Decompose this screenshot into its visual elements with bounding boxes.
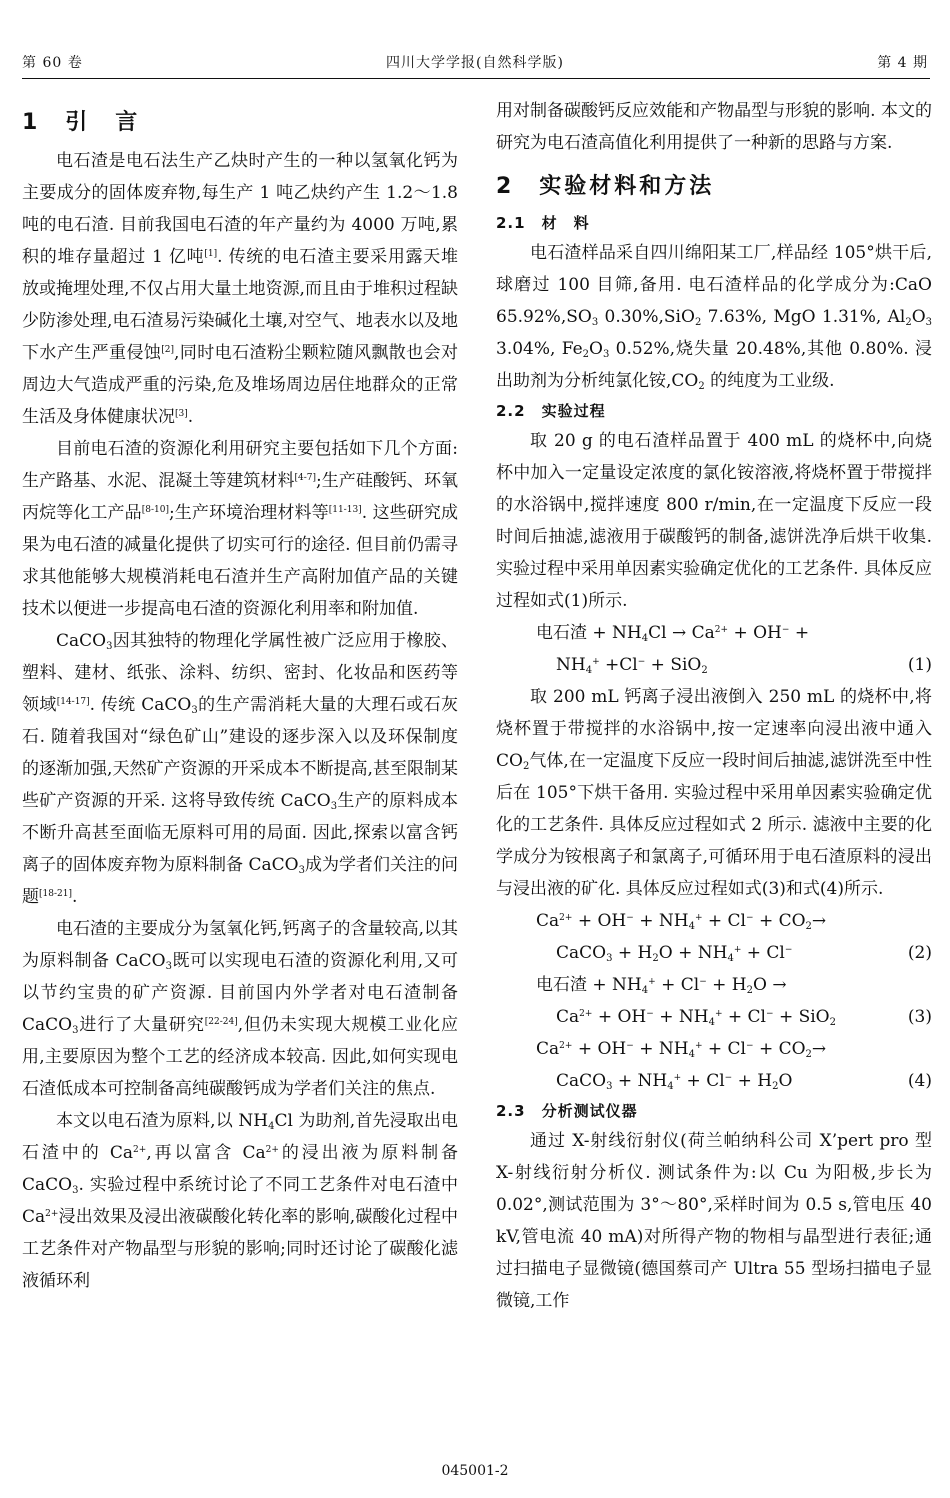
equation-3-number: (3) xyxy=(907,1007,932,1027)
right-column xyxy=(496,95,932,1317)
equation-1-line-1: 电石渣 + $NH_4Cl \to Ca^{2+} + OH^-$ + xyxy=(536,623,810,644)
equation-2-line-2 xyxy=(496,937,932,969)
equation-4-line-2 xyxy=(496,1065,932,1097)
paragraph-intro-1: 电石渣是电石法生产乙炔时产生的一种以氢氧化钙为主要成分的固体废弃物,每生产 1 吨乙炔约产生 1.2～1.8 吨的电石渣. 目前我国电石渣的年产量约为 4000 万吨,累积的堆存量超过 1 亿吨[1]. 传统的电石渣主要采用露天堆放或掩埋处理,不仅占用大量土地资源,而且由于堆积过程缺少防渗处理,电石渣易污染碱化土壤,对空气、地表水以及地下水产生严重侵蚀[2],同时电石渣粉尘颗粒随风飘散也会对周边大气造成严重的污染,危及堆场周边居住地群众的正常生活及身体健康状况[3]. xyxy=(22,151,459,427)
section-1-title: 1 引 言 xyxy=(22,110,141,135)
equation-3-body: $Ca^{2+} + OH^- + NH_4^+ + Cl^- + SiO_2$ xyxy=(556,1007,836,1028)
header-rule xyxy=(22,78,930,79)
footer-page-id: 045001-2 xyxy=(441,1463,509,1479)
equation-1-line-2 xyxy=(496,649,932,681)
paragraph-intro-3: CaCO$_3$因其独特的物理化学属性被广泛应用于橡胶、塑料、建材、纸张、涂料、纺织、密封、化妆品和医药等领域[14-17]. 传统 CaCO$_3$的生产需消耗大量的大理石或石灰石. 随着我国对“绿色矿山”建设的逐步深入以及环保制度的逐渐加强,天然矿产资源的开采成本不断提高,甚至限制某些矿产资源的开采. 这将导致传统 CaCO$_3$生产的原料成本不断升高甚至面临无原料可用的局面. 因此,探索以富含钙离子的固体废弃物为原料制备 CaCO$_3$成为学者们关注的问题[18-21]. xyxy=(22,631,459,907)
equation-2-line-1: $Ca^{2+} + OH^- + NH_4^+ + Cl^- + CO_2\to$ xyxy=(536,911,827,932)
equation-2-body: CaCO$_3$ + $H_2O + NH_4^+ + Cl^-$ xyxy=(556,943,793,964)
equation-3-line-1: 电石渣 + $NH_4^+ + Cl^- + H_2O$ → xyxy=(536,975,787,996)
section-2-title: 2 实验材料和方法 xyxy=(496,174,715,199)
equation-4-line-1: $Ca^{2+} + OH^- + NH_4^+ + Cl^- + CO_2\to$ xyxy=(536,1039,827,1060)
paragraph-materials: 电石渣样品采自四川绵阳某工厂,样品经 105°烘干后,球磨过 100 目筛,备用. 电石渣样品的化学成分为:CaO $65.92\%,SO_3$ 0.30%,SiO$_2$ 7.63%, MgO 1.31%, $Al_2O_3$ 3.04%, $Fe_2O_3$ 0.52%,烧失量 20.48%,其他 0.80%. 浸出助剂为分析纯氯化铵$,CO_2$ 的纯度为工业级. xyxy=(496,243,932,392)
paragraph-procedure-2: 取 200 mL 钙离子浸出液倒入 250 mL 的烧杯中,将烧杯置于带搅拌的水浴锅中,按一定速率向浸出液中通入 $CO_2$气体,在一定温度下反应一段时间后抽滤,滤饼洗至中性后在 105°下烘干备用. 实验过程中采用单因素实验确定优化的工艺条件. 具体反应过程如式 2 所示. 滤液中主要的化学成分为铵根离子和氯离子,可循环用于电石渣原料的浸出与浸出液的矿化. 具体反应过程如式(3)和式(4)所示. xyxy=(496,687,932,899)
equation-1-number: (1) xyxy=(907,655,932,675)
header-volume: 第 60 卷 xyxy=(22,55,83,71)
paragraph-intro-5-cont: 用对制备碳酸钙反应效能和产物晶型与形貌的影响. 本文的研究为电石渣高值化利用提供了一种新的思路与方案. xyxy=(496,101,932,153)
equation-4-number: (4) xyxy=(907,1071,932,1091)
header-journal-title: 四川大学学报(自然科学版) xyxy=(386,55,564,71)
equation-4-body: CaCO$_3$ + $NH_4^+ + Cl^- + H_2O$ xyxy=(556,1071,793,1092)
equation-3-line-2 xyxy=(496,1001,932,1033)
paragraph-intro-4: 电石渣的主要成分为氢氧化钙,钙离子的含量较高,以其为原料制备 CaCO$_3$既可以实现电石渣的资源化利用,又可以节约宝贵的矿产资源. 目前国内外学者对电石渣制备 CaCO$_3$进行了大量研究[22-24],但仍未实现大规模工业化应用,主要原因为整个工艺的经济成本较高. 因此,如何实现电石渣低成本可控制备高纯碳酸钙成为学者们关注的焦点. xyxy=(22,919,459,1099)
header-issue: 第 4 期 xyxy=(877,55,928,71)
left-column xyxy=(22,95,458,1297)
section-2-2-title: 2.2 实验过程 xyxy=(496,402,606,420)
section-2-1-title: 2.1 材 料 xyxy=(496,214,590,232)
equation-2-number: (2) xyxy=(907,943,932,963)
paragraph-intro-2: 目前电石渣的资源化利用研究主要包括如下几个方面:生产路基、水泥、混凝土等建筑材料[4-7];生产硅酸钙、环氧丙烷等化工产品[8-10];生产环境治理材料等[11-13]. 这些研究成果为电石渣的减量化提供了切实可行的途径. 但目前仍需寻求其他能够大规模消耗电石渣并生产高附加值产品的关键技术以便进一步提高电石渣的资源化利用率和附加值. xyxy=(22,439,459,619)
paragraph-procedure-1: 取 20 g 的电石渣样品置于 400 mL 的烧杯中,向烧杯中加入一定量设定浓度的氯化铵溶液,将烧杯置于带搅拌的水浴锅中,搅拌速度 800 r/min,在一定温度下反应一段时间后抽滤,滤液用于碳酸钙的制备,滤饼洗净后烘干收集. 实验过程中采用单因素实验确定优化的工艺条件. 具体反应过程如式(1)所示. xyxy=(496,431,932,611)
paragraph-instruments: 通过 X-射线衍射仪(荷兰帕纳科公司 X’pert pro 型 X-射线衍射分析仪. 测试条件为:以 Cu 为阳极,步长为 0.02°,测试范围为 3°～80°,采样时间为 0.5 s,管电压 40 kV,管电流 40 mA)对所得产物的物相与晶型进行表征;通过扫描电子显微镜(德国蔡司产 Ultra 55 型场扫描电子显微镜,工作 xyxy=(496,1131,932,1311)
section-2-3-title: 2.3 分析测试仪器 xyxy=(496,1102,638,1120)
equation-1-body: $NH_4^+ +Cl^- + SiO_2$ xyxy=(556,655,708,676)
paragraph-intro-5: 本文以电石渣为原料,以 $NH_4Cl$ 为助剂,首先浸取出电石渣中的 $Ca^{2+}$,再以富含 $Ca^{2+}$的浸出液为原料制备 CaCO$_3$. 实验过程中系统讨论了不同工艺条件对电石渣中 $Ca^{2+}$浸出效果及浸出液碳酸化转化率的影响,碳酸化过程中工艺条件对产物晶型与形貌的影响;同时还讨论了碳酸化滤液循环利 xyxy=(22,1111,459,1291)
